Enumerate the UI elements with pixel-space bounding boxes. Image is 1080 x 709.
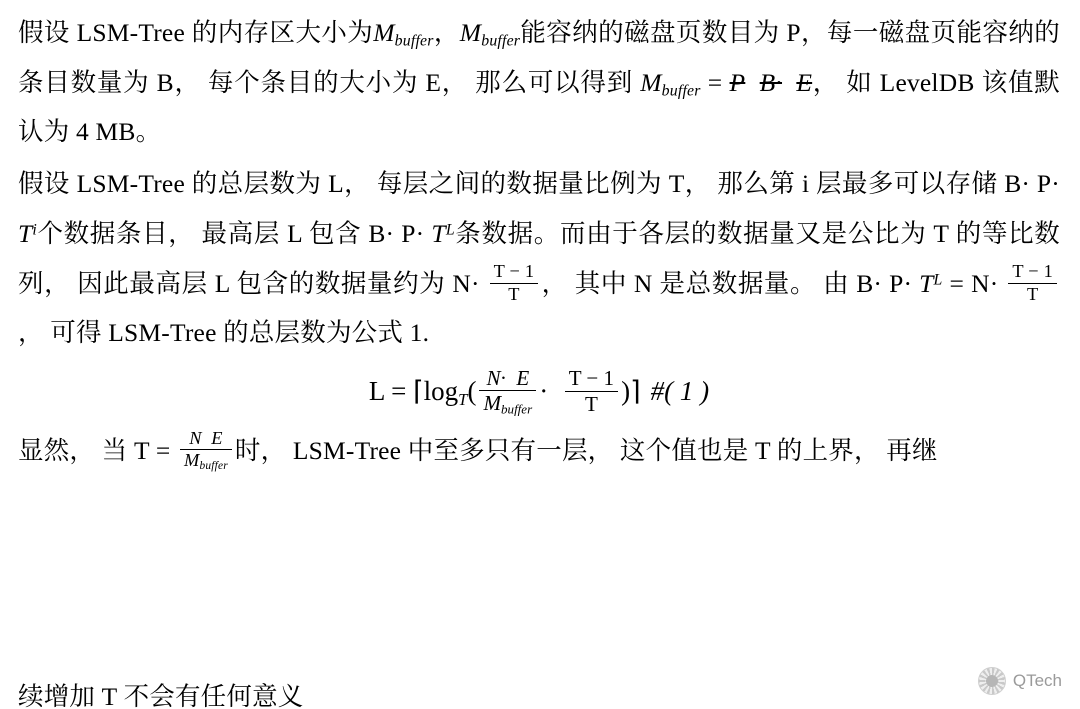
p3-fraction-numerator: N E [180,428,232,451]
p2-seg3: 条数据。而由于各层的数据量又是公比为 T 的等比数列， 因此最高层 L 包含的数据量约为 N· [18,218,1060,298]
p1-strike-p: P [729,67,746,97]
p1-strike-e: E [796,67,813,97]
equation-lhs: L = [368,376,407,407]
equation-fraction-1 [479,366,536,418]
p3-fraction [180,428,232,474]
p2-fraction-2-numerator: T − 1 [1008,261,1057,284]
p2-var-t3-sup: L [933,271,943,289]
p3-seg1: 显然， 当 T = [18,435,177,465]
paragraph-3 [18,426,1060,476]
equation-log-base: T [458,390,468,410]
p2-seg2: 个数据条目， 最高层 L 包含 B· P· [36,218,432,248]
p3-seg2: 时， LSM-Tree 中至多只有一层， 这个值也是 T 的上界， 再继 [234,435,938,465]
equation-fraction-1-numerator: N· E [479,366,536,392]
equation-paren-close: ) [621,376,631,407]
paragraph-2 [18,159,1060,358]
equation-paren-open: ( [467,376,477,407]
equation-fraction-1-denominator: $M_{buffer}$ [483,391,533,417]
paragraph-3-clipped-line [18,675,1060,709]
p2-seg4: ， 其中 N 是总数据量。 由 B· P· [541,268,920,298]
p1-seg1: 假设 LSM-Tree 的内存区大小为 [18,18,374,47]
p2-fraction-1-denominator: T [508,284,520,305]
p1-seg2: ， [433,18,460,47]
p2-seg5: = N· [942,268,1006,298]
p2-fraction-1 [490,261,539,305]
p2-var-t-sup: i [32,221,37,239]
p1-var-mbuffer2: $M_{buffer}$ [459,18,521,50]
p1-var-mbuffer3: $M_{buffer}$ [640,67,701,100]
equation-fraction-2 [565,366,618,417]
p2-fraction-2-denominator: T [1026,284,1039,305]
equation-1 [18,365,1060,420]
equation-dot: · [539,376,549,407]
equation-bracket-open: ⌈ [413,376,424,407]
equation-fraction-2-numerator: T − 1 [565,366,618,392]
p2-seg6: ， 可得 LSM-Tree 的总层数为公式 1. [18,318,430,348]
equation-fraction-2-denominator: T [584,391,598,416]
p1-var-mbuffer: $M_{buffer}$ [373,18,434,50]
qr-logo-icon [978,667,1006,695]
equation-bracket-close: ⌉ [630,376,641,407]
p2-var-t2: $T^L$ [431,218,455,248]
p1-seg4: = [700,67,730,97]
p2-var-t2-sup: L [445,221,455,239]
p1-var-mbuffer3-sub: buffer [661,82,701,100]
p2-var-t: $T^i$ [18,218,37,248]
equation-number: #( 1 ) [650,376,710,407]
p1-strike-b: B· [759,67,783,97]
paragraph-1 [18,8,1060,157]
watermark-label: QTech [1012,671,1062,690]
p3-fraction-denominator: $M_{buffer}$ [184,450,228,473]
p1-seg3: 能容纳的磁盘页数目为 P，每一磁盘页能容纳的条目数量为 B， 每个条目的大小为 E， 那么可以得到 [18,18,1060,97]
p1-var-mbuffer2-sub: buffer [481,32,521,50]
p2-var-t3: $T^L$ [919,268,943,298]
equation-log: log [423,376,459,407]
p1-var-mbuffer-sub: buffer [394,32,434,50]
p1-seg5: ， 如 LevelDB 该值默认为 4 MB。 [18,67,1060,147]
p2-fraction-1-numerator: T − 1 [490,261,539,284]
p2-fraction-2 [1008,261,1057,305]
p3-seg3: 续增加 T 不会有任何意义 [18,682,304,709]
watermark [978,667,1062,695]
p2-seg1: 假设 LSM-Tree 的总层数为 L， 每层之间的数据量比例为 T， 那么第 i 层最多可以存储 B· P· [18,169,1060,199]
